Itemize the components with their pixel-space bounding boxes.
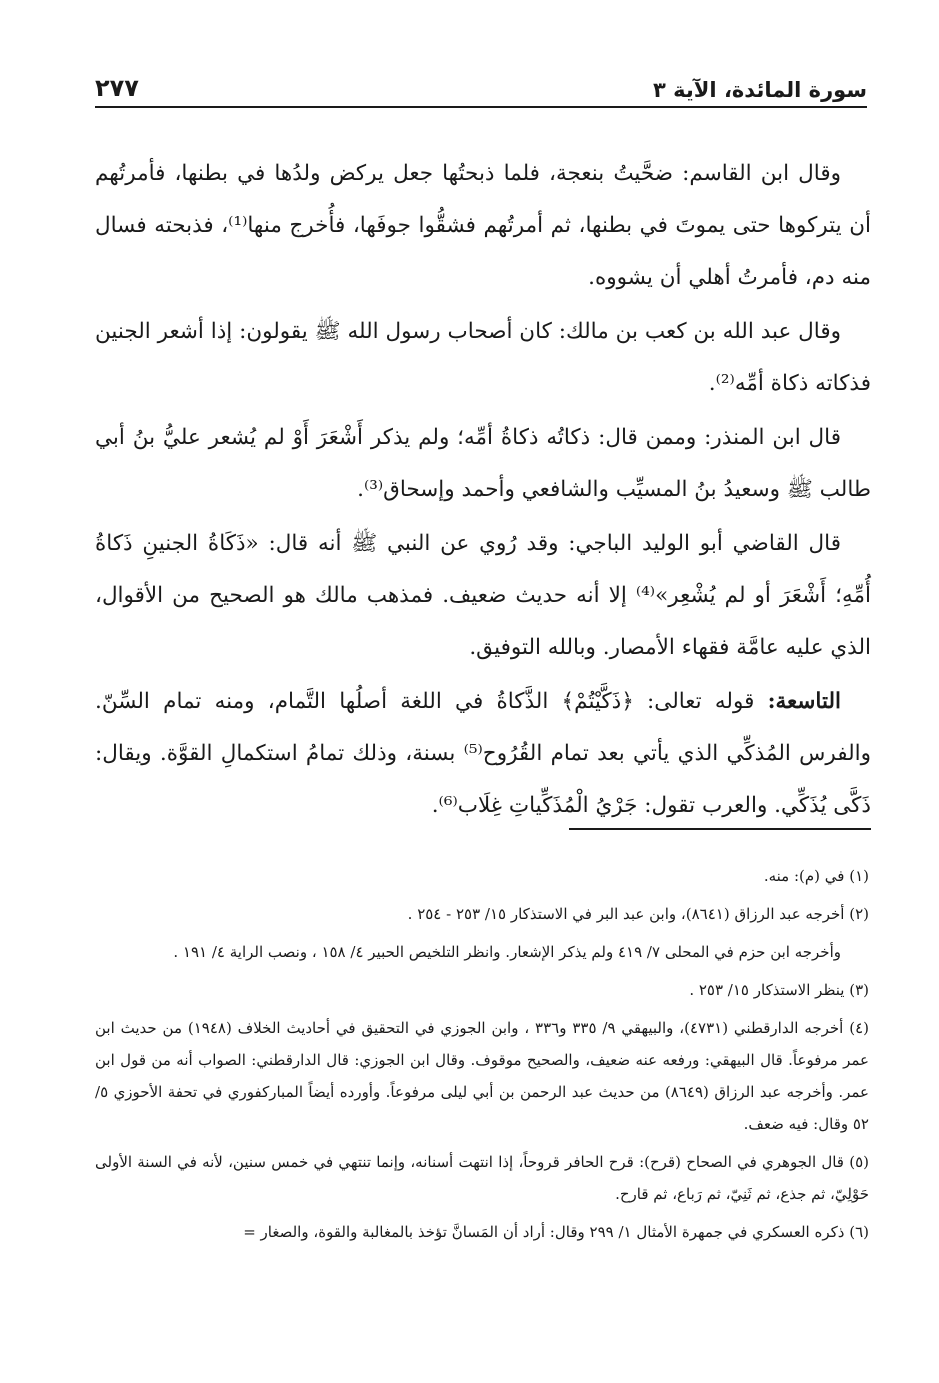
footnote: (٤) أخرجه الدارقطني (٤٧٣١)، والبيهقي ٩/ ٣٣٥ و٣٣٦ ، وابن الجوزي في التحقيق في أحاديث الخلاف (١٩٤٨) من حديث ابن عمر مرفوعاً. قال البيهقي: ورفعه عنه ضعيف، والصحيح موقوف. وقال ابن الجوزي: قال الدارقطني: الصواب أنه من قول ابن عمر. وأخرجه عبد الرزاق (٨٦٤٩) من حديث عبد الرحمن بن أبي ليلى مرفوعاً. وأورده أيضاً المباركفوري في تحفة الأحوزي ٥/ ٥٢ وقال: فيه ضعف. [95, 1019, 869, 1133]
paragraph [95, 412, 871, 516]
paragraph-text: قوله تعالى: ﴿ذَكَّيْتُمْ﴾ الذَّكاةُ في اللغة أصلُها التَّمام، ومنه تمام السِّنّ. والفرس المُذكِّي الذي يأتي بعد تمام القُرُوح⁽⁵⁾ بسنة، وذلك تمامُ استكمالِ القوَّة. ويقال: ذَكَّى يُذَكِّي. والعرب تقول: جَرْيُ الْمُذَكِّياتِ غِلَاب⁽⁶⁾. [95, 689, 871, 818]
paragraph [95, 676, 871, 832]
paragraph-text: قال القاضي أبو الوليد الباجي: وقد رُوي عن النبي ﷺ أنه قال: «ذَكَاةُ الجنينِ ذَكاةُ أُمِّهِ؛ أَشْعَرَ أو لم يُشْعِر»⁽⁴⁾ إلا أنه حديث ضعيف. فمذهب مالك هو الصحيح من الأقوال، الذي عليه عامَّة فقهاء الأمصار. وبالله التوفيق. [95, 531, 872, 660]
footnote: (٢) أخرجه عبد الرزاق (٨٦٤١)، وابن عبد البر في الاستذكار ١٥/ ٢٥٣ - ٢٥٤ . [407, 905, 869, 923]
footnote: (٥) قال الجوهري في الصحاح (قرح): قرح الحافر قروحاً، إذا انتهت أسنانه، وإنما تنتهي في خمس سنين، لأنه في السنة الأولى حَوْلِيّ، ثم جذع، ثم ثَنِيّ، ثم رَباع، ثم قارح. [95, 1153, 869, 1203]
footnote-continuation: وأخرجه ابن حزم في المحلى ٧/ ٤١٩ ولم يذكر الإشعار. وانظر التلخيص الحبير ٤/ ١٥٨ ، ونصب الراية ٤/ ١٩١ . [173, 943, 841, 961]
footnotes [95, 860, 869, 1254]
paragraph [95, 518, 871, 674]
paragraph-text: قال ابن المنذر: وممن قال: ذكاتُه ذكاةُ أمِّه؛ ولم يذكر أَشْعَرَ أَوْ لم يُشعر عليُّ بنُ أبي طالب ﷺ وسعيدُ بنُ المسيِّب والشافعي وأحمد وإسحاق⁽³⁾. [95, 425, 871, 502]
paragraph-text: وقال عبد الله بن كعب بن مالك: كان أصحاب رسول الله ﷺ يقولون: إذا أشعر الجنين فذكاته ذكاة أمِّه⁽²⁾. [95, 319, 871, 396]
paragraph-text: وقال ابن القاسم: ضحَّيتُ بنعجة، فلما ذبحتُها جعل يركض ولدُها في بطنها، فأمرتُهم أن يتركوها حتى يموتَ في بطنها، ثم أمرتُهم فشقُّوا جوفَها، فأُخرج منها⁽¹⁾، فذبحته فسال منه دم، فأمرتُ أهلي أن يشووه. [95, 161, 871, 290]
footnote: (٣) ينظر الاستذكار ١٥/ ٢٥٣ . [689, 981, 869, 999]
paragraph-lead: التاسعة: [767, 689, 841, 714]
page-header [95, 64, 867, 108]
paragraph [95, 306, 871, 410]
running-title: سورة المائدة، الآية ٣ [653, 78, 867, 102]
paragraph [95, 148, 871, 304]
footnote-divider [569, 828, 871, 830]
footnote: (١) في (م): منه. [763, 867, 869, 885]
footnote: (٦) ذكره العسكري في جمهرة الأمثال ١/ ٢٩٩ وقال: أراد أن المَسانَّ تؤخذ بالمغالبة والقوة، والصغار = [243, 1223, 869, 1241]
page-number: ٢٧٧ [95, 74, 139, 102]
main-text [95, 148, 871, 834]
